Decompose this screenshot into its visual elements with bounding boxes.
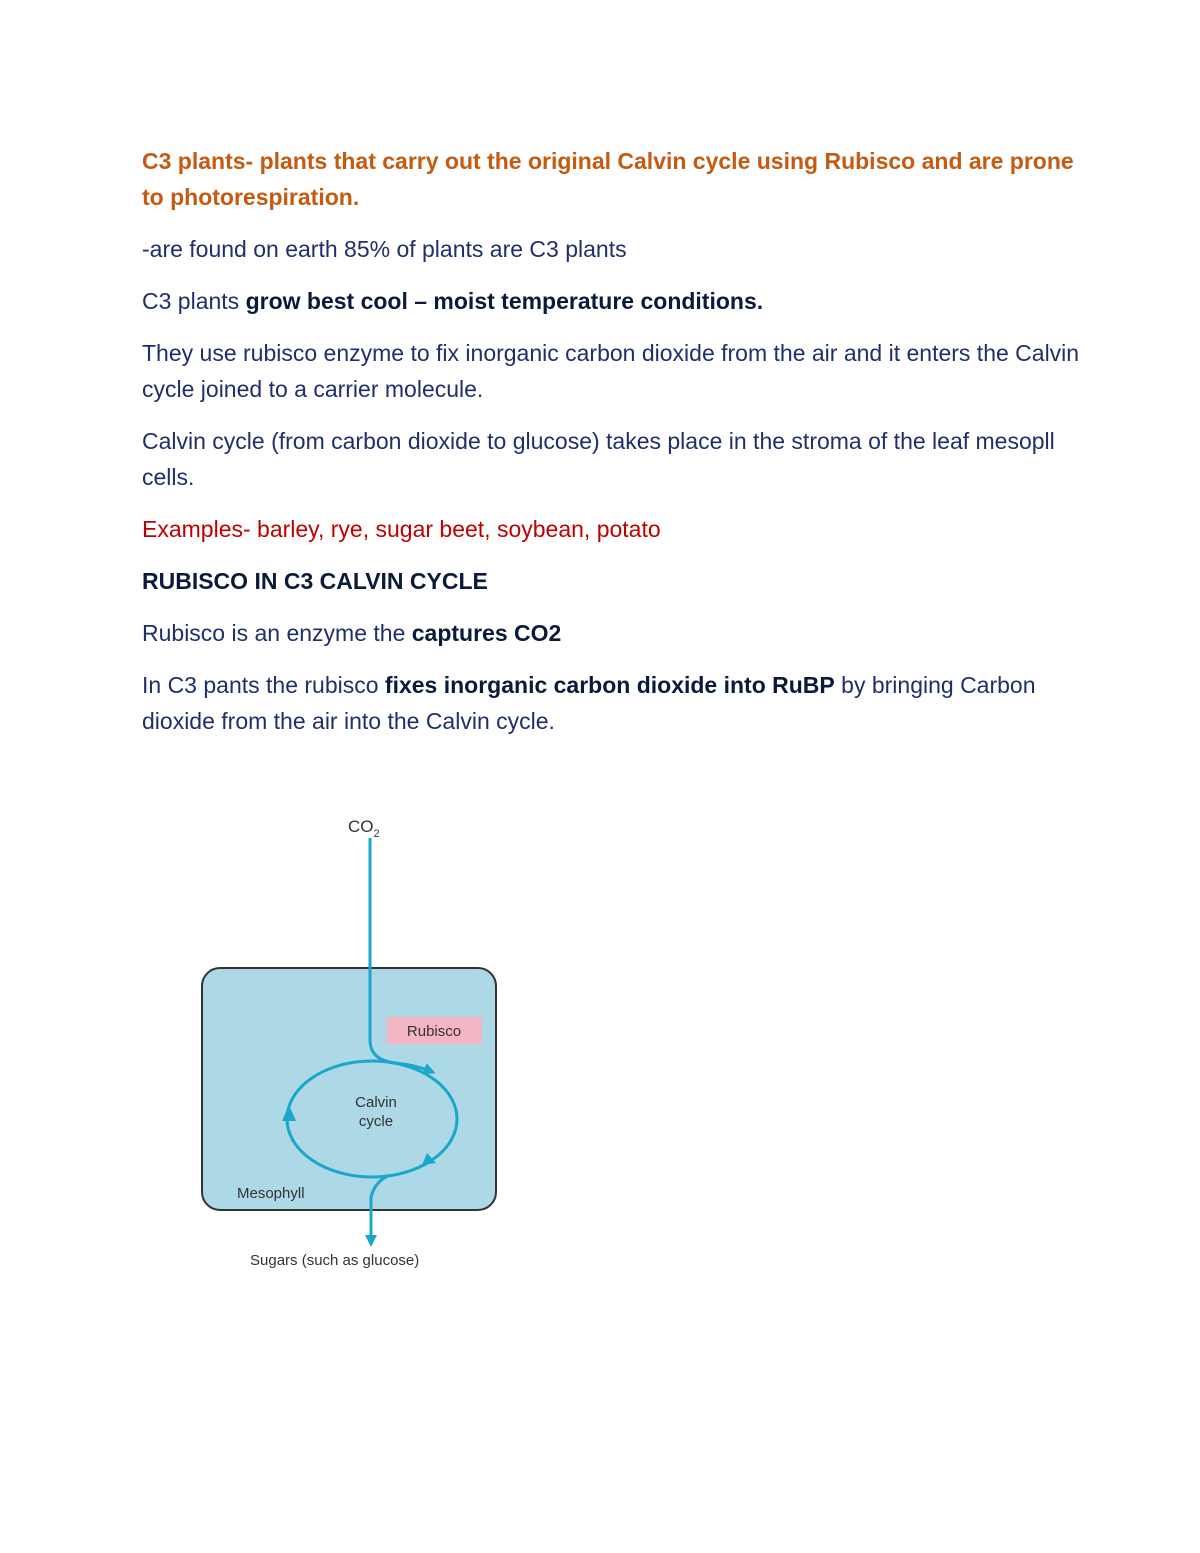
c3-definition: C3 plants- plants that carry out the original Calvin cycle using Rubisco and are prone to photorespiration. <box>142 148 1074 210</box>
calvin-label-line1: Calvin <box>355 1094 397 1111</box>
rubisco-section-heading: RUBISCO IN C3 CALVIN CYCLE <box>142 568 488 594</box>
fix-suffix: by bringing Carbon dioxide from the air into the Calvin cycle. <box>142 672 1036 734</box>
calvin-label-line2: cycle <box>358 1113 394 1130</box>
growth-bold: grow best cool – moist temperature conditions. <box>245 288 764 314</box>
c3-prevalence: -are found on earth 85% of plants are C3 plants <box>142 236 627 262</box>
c3-growth-conditions <box>142 283 1082 319</box>
fix-prefix: In C3 pants the rubisco <box>142 672 385 698</box>
growth-prefix: C3 plants <box>142 288 246 314</box>
enzyme-prefix: Rubisco is an enzyme the <box>142 620 412 646</box>
c3-examples: Examples- barley, rye, sugar beet, soybean, potato <box>142 516 661 542</box>
fix-bold: fixes inorganic carbon dioxide into RuBP <box>384 672 835 698</box>
rubisco-fixation <box>142 667 1082 739</box>
calvin-location: Calvin cycle (from carbon dioxide to glucose) takes place in the stroma of the leaf mesopll cells. <box>142 428 1055 490</box>
rubisco-label: Rubisco <box>406 1023 462 1040</box>
co2-label: $CO_2$ <box>348 817 380 840</box>
rubisco-enzyme <box>142 615 1082 651</box>
enzyme-bold: captures CO2 <box>411 620 562 646</box>
rubisco-usage: They use rubisco enzyme to fix inorganic carbon dioxide from the air and it enters the Calvin cycle joined to a carrier molecule. <box>142 340 1080 402</box>
sugars-label: Sugars (such as glucose) <box>250 1252 420 1269</box>
document-body <box>142 143 1082 755</box>
calvin-cycle-diagram <box>190 805 510 1280</box>
diagram-svg <box>190 805 510 1280</box>
mesophyll-label: Mesophyll <box>237 1185 305 1202</box>
